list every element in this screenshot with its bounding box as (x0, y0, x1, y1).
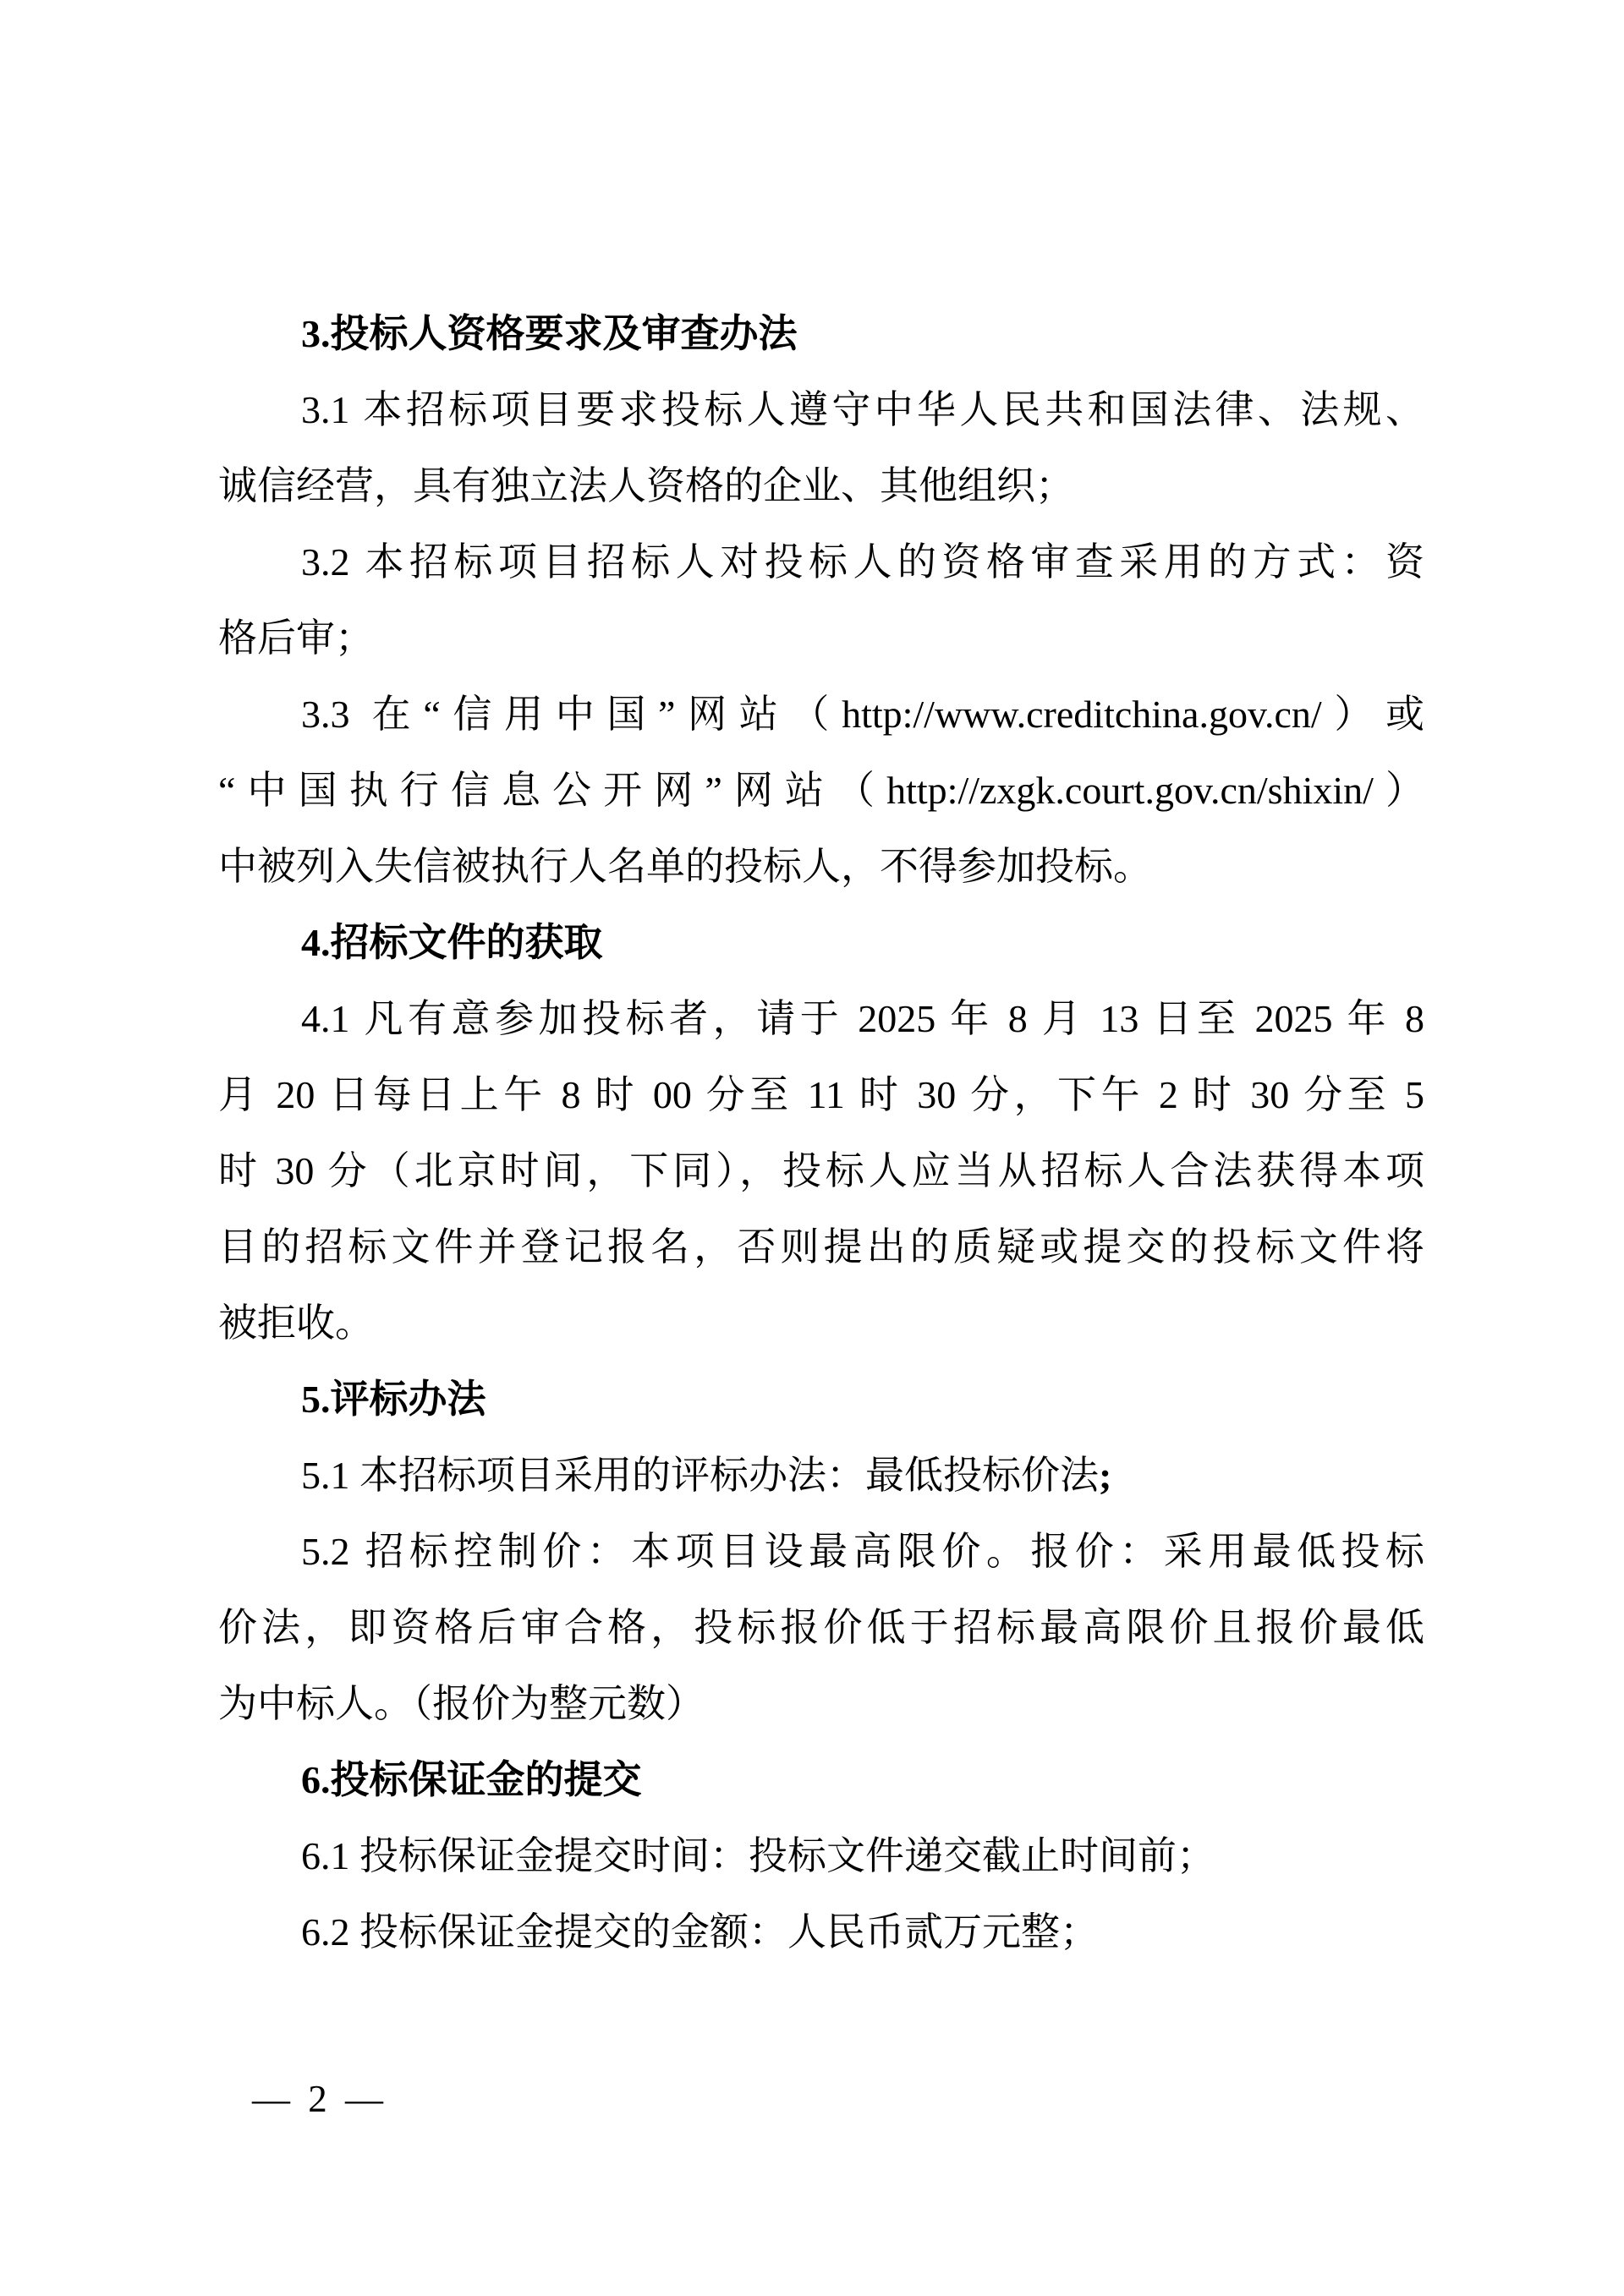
section-6-heading: 6.投标保证金的提交 (301, 1758, 642, 1801)
clause-6-2: 6.2 投标保证金提交的金额：人民币贰万元整； (301, 1910, 1099, 1954)
clause-3-2-line-1: 3.2 本招标项目招标人对投标人的资格审查采用的方式：资 (301, 540, 1424, 584)
clause-5-2-line-1: 5.2 招标控制价：本项目设最高限价。报价：采用最低投标 (301, 1530, 1424, 1573)
section-4-heading: 4.招标文件的获取 (301, 921, 603, 964)
clause-5-1-text: 5.1 本招标项目采用的评标办法：最低投标价法 (301, 1454, 1099, 1497)
document-body (218, 296, 1424, 1970)
clause-3-1-line-1: 3.1 本招标项目要求投标人遵守中华人民共和国法律、法规、 (301, 388, 1424, 431)
clause-4-1-line-3: 时 30 分（北京时间，下同），投标人应当从招标人合法获得本项 (218, 1149, 1424, 1192)
clause-4-1-line-4: 目的招标文件并登记报名，否则提出的质疑或提交的投标文件将 (218, 1225, 1424, 1269)
clause-5-1 (218, 1438, 1424, 1514)
clause-3-3-line-2: “中国执行信息公开网”网站（http://zxgk.court.gov.cn/shixin/） (218, 769, 1424, 812)
clause-6-1: 6.1 投标保证金提交时间：投标文件递交截止时间前； (301, 1834, 1215, 1877)
clause-3-2-line-2: 格后审； (218, 616, 374, 660)
page-number: — 2 — (252, 2078, 383, 2120)
section-5-heading: 5.评标办法 (301, 1378, 486, 1421)
clause-3-3-line-3: 中被列入失信被执行人名单的投标人，不得参加投标。 (218, 845, 1152, 888)
clause-4-1-line-5: 被拒收。 (218, 1301, 374, 1345)
clause-5-1-semicolon: ; (1099, 1454, 1112, 1497)
clause-5-2-line-2: 价法，即资格后审合格，投标报价低于招标最高限价且报价最低 (218, 1606, 1424, 1649)
clause-5-2-line-3: 为中标人。（报价为整元数） (218, 1682, 705, 1725)
clause-3-3-line-1: 3.3 在“信用中国”网站（http://www.creditchina.gov.cn/）或 (301, 693, 1424, 736)
section-3-heading: 3.投标人资格要求及审查办法 (301, 312, 798, 355)
clause-4-1-line-2: 月 20 日每日上午 8 时 00 分至 11 时 30 分，下午 2 时 30 分至 5 (218, 1073, 1424, 1116)
clause-3-1-line-2: 诚信经营，具有独立法人资格的企业、其他组织； (218, 464, 1074, 507)
clause-4-1-line-1: 4.1 凡有意参加投标者，请于 2025 年 8 月 13 日至 2025 年 8 (301, 997, 1424, 1040)
